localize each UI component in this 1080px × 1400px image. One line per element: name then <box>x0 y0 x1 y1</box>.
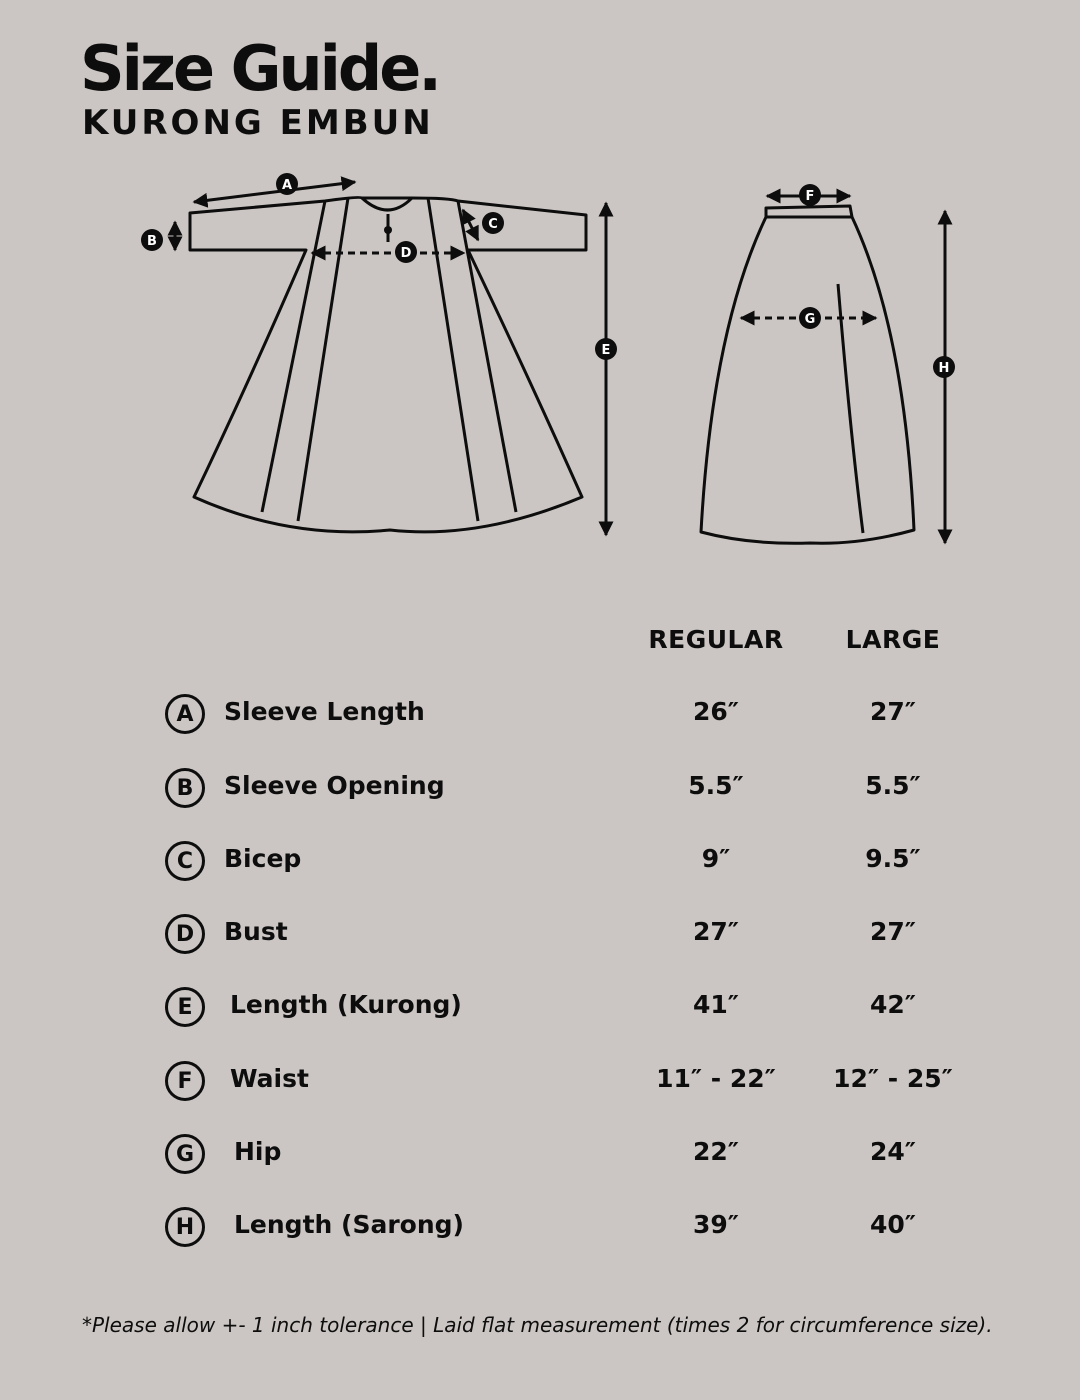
column-header-regular: REGULAR <box>648 625 784 654</box>
table-row <box>0 839 1080 883</box>
large-value: 27″ <box>870 697 916 726</box>
marker-e <box>595 338 617 360</box>
svg-text:A: A <box>281 178 293 193</box>
large-value: 5.5″ <box>865 771 921 800</box>
table-row <box>0 1059 1080 1103</box>
marker-a <box>276 173 298 195</box>
regular-value: 27″ <box>693 917 739 946</box>
row-key-badge: E <box>165 987 205 1027</box>
row-label: Length (Kurong) <box>230 990 462 1019</box>
marker-f <box>799 184 821 206</box>
table-row <box>0 766 1080 810</box>
row-key-badge: A <box>165 694 205 734</box>
page-title: Size Guide. <box>80 32 439 105</box>
svg-text:C: C <box>488 217 498 232</box>
table-row <box>0 985 1080 1029</box>
row-key-badge: H <box>165 1207 205 1247</box>
row-label: Length (Sarong) <box>234 1210 464 1239</box>
row-label: Sleeve Opening <box>224 771 445 800</box>
large-value: 9.5″ <box>865 844 921 873</box>
large-value: 42″ <box>870 990 916 1019</box>
regular-value: 39″ <box>693 1210 739 1239</box>
product-name: KURONG EMBUN <box>82 103 434 143</box>
large-value: 40″ <box>870 1210 916 1239</box>
row-key-badge: F <box>165 1061 205 1101</box>
large-value: 24″ <box>870 1137 916 1166</box>
marker-g <box>799 307 821 329</box>
svg-text:H: H <box>938 361 950 376</box>
row-label: Sleeve Length <box>224 697 425 726</box>
regular-value: 26″ <box>693 697 739 726</box>
large-value: 12″ - 25″ <box>833 1064 953 1093</box>
regular-value: 5.5″ <box>688 771 744 800</box>
table-row <box>0 692 1080 736</box>
sarong-outline <box>701 206 914 543</box>
marker-c <box>482 212 504 234</box>
table-row <box>0 912 1080 956</box>
kurong-outline <box>190 197 586 531</box>
svg-text:F: F <box>805 189 815 204</box>
large-value: 27″ <box>870 917 916 946</box>
row-key-badge: C <box>165 841 205 881</box>
row-key-badge: D <box>165 914 205 954</box>
table-row <box>0 1205 1080 1249</box>
marker-d <box>395 241 417 263</box>
marker-h <box>933 356 955 378</box>
regular-value: 11″ - 22″ <box>656 1064 776 1093</box>
marker-b <box>141 229 163 251</box>
regular-value: 41″ <box>693 990 739 1019</box>
svg-text:E: E <box>601 343 611 358</box>
svg-text:D: D <box>400 246 412 261</box>
row-key-badge: B <box>165 768 205 808</box>
regular-value: 22″ <box>693 1137 739 1166</box>
row-label: Bicep <box>224 844 302 873</box>
svg-text:G: G <box>804 312 816 327</box>
table-row <box>0 1132 1080 1176</box>
row-label: Waist <box>230 1064 309 1093</box>
row-label: Hip <box>234 1137 282 1166</box>
svg-text:B: B <box>147 234 157 249</box>
row-key-badge: G <box>165 1134 205 1174</box>
footnote: *Please allow +- 1 inch tolerance | Laid flat measurement (times 2 for circumference size). <box>82 1313 993 1337</box>
row-label: Bust <box>224 917 288 946</box>
button-icon <box>384 226 392 234</box>
column-header-large: LARGE <box>845 625 941 654</box>
regular-value: 9″ <box>701 844 731 873</box>
garment-diagram <box>0 0 1080 580</box>
